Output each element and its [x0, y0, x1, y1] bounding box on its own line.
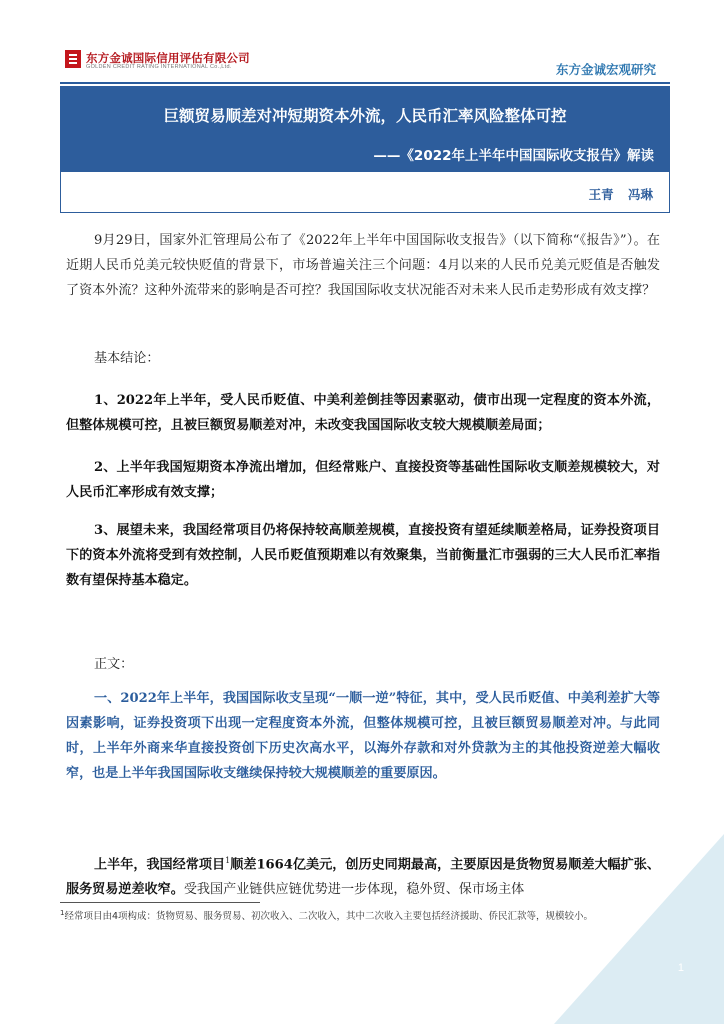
company-name-cn: 东方金诚国际信用评估有限公司	[86, 51, 250, 65]
main-heading: 正文：	[94, 657, 134, 672]
conclusion-1: 1、2022年上半年，受人民币贬值、中美利差倒挂等因素驱动，债市出现一定程度的资本外流，但整体规模可控，且被巨额贸易顺差对冲，未改变我国国际收支较大规模顺差局面；	[66, 393, 660, 433]
corner-decoration	[554, 834, 724, 1024]
conclusion-3: 3、展望未来，我国经常项目仍将保持较高顺差规模，直接投资有望延续顺差格局，证券投资项目下的资本外流将受到有效控制，人民币贬值预期难以有效聚集，当前衡量汇市强弱的三大人民币汇率指数有望保持基本稳定。	[66, 523, 660, 588]
report-title: 巨额贸易顺差对冲短期资本外流，人民币汇率风险整体可控	[163, 107, 567, 125]
title-banner	[60, 86, 670, 172]
author-box	[60, 172, 670, 213]
paragraph-bold-tail: 顺差1664亿美元，创历史同期最高，主要原因是货物贸易顺差大幅扩张、服务贸易逆差收窄。	[66, 857, 660, 898]
company-name-en: GOLDEN CREDIT RATING INTERNATIONAL Co.,Ltd.	[86, 64, 232, 70]
company-logo-icon	[65, 50, 81, 68]
brand-label: 东方金诚宏观研究	[555, 62, 656, 77]
page-number: 1	[677, 962, 684, 974]
footnote-divider	[60, 902, 260, 903]
page-header	[0, 0, 724, 85]
section-1-summary: 一、2022年上半年，我国国际收支呈现“一顺一逆”特征，其中，受人民币贬值、中美利差扩大等因素影响，证券投资项下出现一定程度资本外流，但整体规模可控，且被巨额贸易顺差对冲。与此同时，上半年外商来华直接投资创下历史次高水平，以海外存款和对外贷款为主的其他投资逆差大幅收窄，也是上半年我国国际收支继续保持较大规模顺差的重要原因。	[66, 691, 660, 781]
conclusion-heading: 基本结论：	[94, 351, 160, 366]
report-subtitle: ——《2022年上半年中国国际收支报告》解读	[373, 148, 654, 164]
authors: 王青 冯琳	[588, 187, 653, 202]
header-divider	[60, 82, 670, 84]
footnote-mark: 1	[60, 909, 65, 917]
paragraph-normal: 受我国产业链供应链优势进一步体现，稳外贸、保市场主体	[183, 882, 525, 898]
conclusion-2: 2、上半年我国短期资本净流出增加，但经常账户、直接投资等基础性国际收支顺差规模较大，对人民币汇率形成有效支撑；	[66, 460, 660, 500]
footnote-ref[interactable]: 1	[225, 856, 231, 865]
paragraph-bold-lead: 上半年，我国经常项目	[94, 857, 226, 873]
intro-paragraph: 9月29日，国家外汇管理局公布了《2022年上半年中国国际收支报告》（以下简称“《报告》”）。在近期人民币兑美元较快贬值的背景下，市场普遍关注三个问题：4月以来的人民币兑美元贬值是否触发了资本外流？这种外流带来的影响是否可控？我国国际收支状况能否对未来人民币走势形成有效支撑？	[66, 233, 660, 298]
footnote-text: 经常项目由4项构成：货物贸易、服务贸易、初次收入、二次收入，其中二次收入主要包括经济援助、侨民汇款等，规模较小。	[64, 911, 594, 923]
